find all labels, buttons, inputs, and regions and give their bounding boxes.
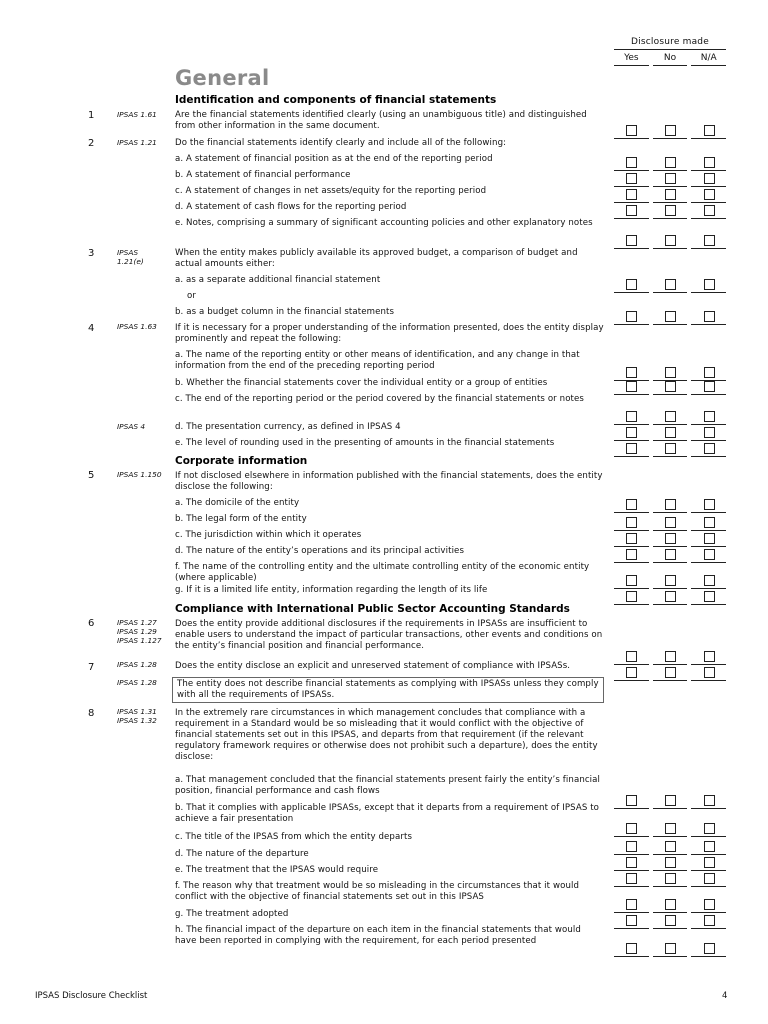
checkbox-yes[interactable] (626, 549, 637, 560)
checkbox-row (614, 380, 726, 394)
footer-title: IPSAS Disclosure Checklist (35, 991, 148, 1001)
checkbox-row (614, 574, 726, 588)
ipsas-reference: IPSAS 1.63 (117, 322, 157, 331)
checkbox-cell-no (653, 124, 688, 139)
checkbox-cell-no (653, 410, 688, 425)
checkbox-cell-yes (614, 914, 649, 929)
question-text: b. A statement of financial performance (175, 170, 351, 180)
checkbox-yes[interactable] (626, 311, 637, 322)
checkbox-no[interactable] (665, 549, 676, 560)
checkbox-no[interactable] (665, 651, 676, 662)
checkbox-cell-yes (614, 124, 649, 139)
note-box: The entity does not describe financial statements as complying with IPSASs unless they comply with all the requirements of IPSASs. (172, 677, 604, 703)
checkbox-cell-yes (614, 188, 649, 203)
question-text: a. as a separate additional financial statement (175, 275, 381, 285)
checkbox-cell-no (653, 898, 688, 913)
checkbox-row (614, 442, 726, 456)
checkbox-na[interactable] (704, 899, 715, 910)
item-number: 8 (88, 708, 95, 719)
item-number: 4 (88, 323, 95, 334)
checkbox-cell-yes (614, 380, 649, 395)
question-text: e. Notes, comprising a summary of significant accounting policies and other explanatory notes (175, 218, 593, 228)
checkbox-na[interactable] (704, 427, 715, 438)
checkbox-cell-no (653, 204, 688, 219)
question-text: Are the financial statements identified clearly (using an unambiguous title) and distinguished from other information in the same document. (175, 110, 587, 131)
checkbox-cell-yes (614, 942, 649, 957)
checkbox-row (614, 516, 726, 530)
checkbox-no[interactable] (665, 279, 676, 290)
ipsas-reference: IPSAS 1.29 (117, 627, 157, 636)
checkbox-na[interactable] (704, 857, 715, 868)
checkbox-yes[interactable] (626, 795, 637, 806)
checkbox-na[interactable] (704, 823, 715, 834)
checkbox-yes[interactable] (626, 125, 637, 136)
checkbox-no[interactable] (665, 667, 676, 678)
checkbox-cell-yes (614, 574, 649, 589)
checkbox-na[interactable] (704, 205, 715, 216)
checkbox-row (614, 124, 726, 138)
checkbox-cell-no (653, 442, 688, 457)
ipsas-reference: IPSAS 1.32 (117, 716, 157, 725)
ipsas-reference: IPSAS 1.28 (117, 678, 157, 687)
checkbox-no[interactable] (665, 411, 676, 422)
ipsas-reference: IPSAS 1.150 (117, 470, 162, 479)
checkbox-cell-no (653, 172, 688, 187)
question-text: c. The jurisdiction within which it operates (175, 530, 362, 540)
subheading-compliance: Compliance with International Public Sector Accounting Standards (175, 603, 570, 615)
checkbox-cell-na (691, 410, 726, 425)
checkbox-cell-yes (614, 822, 649, 837)
checkbox-cell-yes (614, 366, 649, 381)
checkbox-cell-yes (614, 590, 649, 605)
divider (614, 49, 726, 50)
checkbox-cell-no (653, 234, 688, 249)
ipsas-reference: IPSAS 1.21 (117, 138, 157, 147)
checkbox-cell-na (691, 942, 726, 957)
checkbox-cell-yes (614, 426, 649, 441)
checkbox-na[interactable] (704, 173, 715, 184)
checkbox-yes[interactable] (626, 915, 637, 926)
checkbox-cell-no (653, 822, 688, 837)
checkbox-cell-yes (614, 856, 649, 871)
checkbox-na[interactable] (704, 381, 715, 392)
page-number: 4 (722, 991, 728, 1001)
checkbox-row (614, 532, 726, 546)
checkbox-cell-na (691, 574, 726, 589)
checkbox-row (614, 172, 726, 186)
checkbox-no[interactable] (665, 795, 676, 806)
checkbox-cell-na (691, 498, 726, 513)
checkbox-cell-na (691, 914, 726, 929)
checkbox-yes[interactable] (626, 591, 637, 602)
checkbox-row (614, 856, 726, 870)
checkbox-cell-yes (614, 234, 649, 249)
checkbox-cell-yes (614, 310, 649, 325)
checkbox-yes[interactable] (626, 857, 637, 868)
checkbox-row (614, 914, 726, 928)
checkbox-row (614, 872, 726, 886)
checkbox-na[interactable] (704, 367, 715, 378)
checkbox-cell-na (691, 822, 726, 837)
ipsas-reference: IPSAS 1.61 (117, 110, 157, 119)
checkbox-cell-na (691, 366, 726, 381)
item-number: 3 (88, 248, 95, 259)
checkbox-cell-yes (614, 204, 649, 219)
checkbox-no[interactable] (665, 311, 676, 322)
item-number: 6 (88, 618, 95, 629)
checkbox-row (614, 942, 726, 956)
question-text: If it is necessary for a proper understanding of the information presented, does the entity display prominently and repeat the following: (175, 323, 604, 344)
question-text: e. The level of rounding used in the presenting of amounts in the financial statements (175, 438, 555, 448)
question-text: g. If it is a limited life entity, information regarding the length of its life (175, 585, 488, 595)
checkbox-cell-na (691, 124, 726, 139)
checkbox-na[interactable] (704, 667, 715, 678)
section-title: General (175, 66, 270, 90)
question-text: d. The presentation currency, as defined in IPSAS 4 (175, 422, 401, 432)
checkbox-yes[interactable] (626, 279, 637, 290)
checkbox-no[interactable] (665, 235, 676, 246)
checkbox-cell-yes (614, 156, 649, 171)
checkbox-na[interactable] (704, 279, 715, 290)
ipsas-reference: IPSAS 1.31 (117, 707, 157, 716)
checkbox-no[interactable] (665, 173, 676, 184)
checkbox-row (614, 310, 726, 324)
checkbox-cell-na (691, 872, 726, 887)
checkbox-cell-no (653, 590, 688, 605)
question-text: a. The domicile of the entity (175, 498, 300, 508)
checkbox-yes[interactable] (626, 841, 637, 852)
checkbox-cell-na (691, 442, 726, 457)
checkbox-cell-no (653, 380, 688, 395)
checkbox-cell-na (691, 650, 726, 665)
checkbox-cell-na (691, 278, 726, 293)
checkbox-cell-na (691, 188, 726, 203)
checkbox-yes[interactable] (626, 189, 637, 200)
checkbox-na[interactable] (704, 943, 715, 954)
checkbox-cell-yes (614, 498, 649, 513)
checkbox-yes[interactable] (626, 173, 637, 184)
subheading-identification: Identification and components of financial statements (175, 94, 497, 106)
checkbox-cell-yes (614, 650, 649, 665)
checkbox-no[interactable] (665, 591, 676, 602)
checkbox-yes[interactable] (626, 411, 637, 422)
checkbox-na[interactable] (704, 499, 715, 510)
checkbox-na[interactable] (704, 841, 715, 852)
checkbox-row (614, 794, 726, 808)
checkbox-no[interactable] (665, 427, 676, 438)
checkbox-yes[interactable] (626, 533, 637, 544)
checkbox-na[interactable] (704, 575, 715, 586)
question-text: a. The name of the reporting entity or other means of identification, and any change in that information from the end of the preceding reporting period (175, 350, 580, 371)
checkbox-cell-no (653, 532, 688, 547)
checkbox-no[interactable] (665, 157, 676, 168)
checkbox-na[interactable] (704, 795, 715, 806)
checkbox-na[interactable] (704, 157, 715, 168)
checkbox-cell-yes (614, 666, 649, 681)
item-number: 1 (88, 110, 95, 121)
question-text: b. as a budget column in the financial statements (175, 307, 395, 317)
checkbox-row (614, 840, 726, 854)
checkbox-cell-na (691, 532, 726, 547)
checkbox-cell-na (691, 548, 726, 563)
checkbox-cell-no (653, 666, 688, 681)
checkbox-cell-na (691, 856, 726, 871)
checkbox-row (614, 498, 726, 512)
checkbox-no[interactable] (665, 443, 676, 454)
question-text: e. The treatment that the IPSAS would require (175, 865, 379, 875)
checkbox-cell-yes (614, 278, 649, 293)
divider (614, 65, 726, 66)
question-text: Do the financial statements identify clearly and include all of the following: (175, 138, 507, 148)
checkbox-yes[interactable] (626, 517, 637, 528)
checkbox-na[interactable] (704, 125, 715, 136)
question-text: c. The title of the IPSAS from which the entity departs (175, 832, 413, 842)
checkbox-cell-yes (614, 442, 649, 457)
checkbox-cell-yes (614, 840, 649, 855)
checkbox-row (614, 366, 726, 380)
checkbox-row (614, 650, 726, 664)
checkbox-cell-yes (614, 172, 649, 187)
question-text: a. A statement of financial position as at the end of the reporting period (175, 154, 493, 164)
checkbox-row (614, 822, 726, 836)
col-no: No (663, 53, 677, 63)
question-text: d. The nature of the entity’s operations and its principal activities (175, 546, 465, 556)
checkbox-no[interactable] (665, 381, 676, 392)
question-text: b. The legal form of the entity (175, 514, 307, 524)
checkbox-cell-no (653, 188, 688, 203)
checkbox-row (614, 548, 726, 562)
checkbox-cell-no (653, 794, 688, 809)
checkbox-cell-na (691, 516, 726, 531)
checkbox-no[interactable] (665, 367, 676, 378)
col-yes: Yes (624, 53, 639, 63)
checkbox-cell-no (653, 516, 688, 531)
checkbox-cell-no (653, 310, 688, 325)
checkbox-yes[interactable] (626, 899, 637, 910)
checkbox-yes[interactable] (626, 667, 637, 678)
question-text: g. The treatment adopted (175, 909, 289, 919)
checkbox-cell-na (691, 898, 726, 913)
checkbox-cell-no (653, 914, 688, 929)
checkbox-cell-yes (614, 548, 649, 563)
col-na: N/A (700, 53, 717, 63)
checkbox-row (614, 666, 726, 680)
ipsas-reference: IPSAS 1.28 (117, 660, 157, 669)
checkbox-na[interactable] (704, 549, 715, 560)
ipsas-reference: IPSAS 1.21(e) (117, 248, 144, 266)
question-text: b. That it complies with applicable IPSASs, except that it departs from a requirement of IPSAS to achieve a fair presentation (175, 803, 600, 824)
question-text: f. The name of the controlling entity and the ultimate controlling entity of the economic entity (where applicable) (175, 562, 590, 583)
checkbox-no[interactable] (665, 943, 676, 954)
checkbox-yes[interactable] (626, 381, 637, 392)
checkbox-cell-yes (614, 516, 649, 531)
checkbox-cell-na (691, 666, 726, 681)
disclosure-title: Disclosure made (631, 37, 709, 47)
checkbox-no[interactable] (665, 873, 676, 884)
checkbox-yes[interactable] (626, 651, 637, 662)
checkbox-cell-na (691, 310, 726, 325)
checkbox-cell-no (653, 426, 688, 441)
checkbox-na[interactable] (704, 411, 715, 422)
checkbox-row (614, 234, 726, 248)
checkbox-row (614, 156, 726, 170)
ipsas-reference: IPSAS 4 (117, 422, 146, 431)
checkbox-no[interactable] (665, 205, 676, 216)
checkbox-na[interactable] (704, 189, 715, 200)
checkbox-cell-na (691, 794, 726, 809)
checkbox-no[interactable] (665, 533, 676, 544)
checkbox-cell-na (691, 426, 726, 441)
checkbox-na[interactable] (704, 235, 715, 246)
checkbox-yes[interactable] (626, 873, 637, 884)
checkbox-no[interactable] (665, 189, 676, 200)
checkbox-cell-no (653, 856, 688, 871)
question-text: In the extremely rare circumstances in which management concludes that compliance with a requirement in a Standard would be so misleading that it would conflict with the objective of financial statements set out in this IPSAS, and departs from that requirement (if the relevant regulatory framework requires or otherwise does not prohibit such a departure), does the entity disclose: (175, 708, 598, 762)
checkbox-no[interactable] (665, 857, 676, 868)
checkbox-na[interactable] (704, 517, 715, 528)
checkbox-cell-na (691, 380, 726, 395)
checkbox-row (614, 898, 726, 912)
question-text: d. The nature of the departure (175, 849, 309, 859)
checkbox-no[interactable] (665, 915, 676, 926)
checkbox-cell-na (691, 234, 726, 249)
ipsas-reference: IPSAS 1.27 (117, 618, 157, 627)
checkbox-yes[interactable] (626, 499, 637, 510)
subheading-corporate: Corporate information (175, 455, 308, 467)
checkbox-row (614, 278, 726, 292)
checkbox-cell-no (653, 942, 688, 957)
question-text: a. That management concluded that the financial statements present fairly the entity’s financial position, financial performance and cash flows (175, 775, 601, 796)
checkbox-no[interactable] (665, 899, 676, 910)
checkbox-yes[interactable] (626, 157, 637, 168)
checkbox-yes[interactable] (626, 235, 637, 246)
checkbox-yes[interactable] (626, 575, 637, 586)
checkbox-cell-na (691, 840, 726, 855)
ipsas-reference: IPSAS 1.127 (117, 636, 162, 645)
checkbox-cell-na (691, 204, 726, 219)
question-text: d. A statement of cash flows for the reporting period (175, 202, 407, 212)
checkbox-cell-na (691, 172, 726, 187)
item-number: 5 (88, 470, 95, 481)
checkbox-yes[interactable] (626, 443, 637, 454)
checkbox-cell-yes (614, 872, 649, 887)
checkbox-yes[interactable] (626, 205, 637, 216)
checkbox-yes[interactable] (626, 367, 637, 378)
checkbox-cell-no (653, 650, 688, 665)
checkbox-na[interactable] (704, 915, 715, 926)
item-number: 7 (88, 662, 95, 673)
item-number: 2 (88, 138, 95, 149)
question-text: Does the entity disclose an explicit and unreserved statement of compliance with IPSASs. (175, 661, 571, 671)
question-text: c. A statement of changes in net assets/equity for the reporting period (175, 186, 487, 196)
checkbox-na[interactable] (704, 591, 715, 602)
question-text: or (187, 291, 196, 301)
checkbox-no[interactable] (665, 841, 676, 852)
checkbox-no[interactable] (665, 575, 676, 586)
checkbox-na[interactable] (704, 873, 715, 884)
checkbox-yes[interactable] (626, 943, 637, 954)
checkbox-row (614, 204, 726, 218)
checkbox-cell-no (653, 498, 688, 513)
question-text: b. Whether the financial statements cover the individual entity or a group of entities (175, 378, 548, 388)
question-text: h. The financial impact of the departure on each item in the financial statements that would have been reported in complying with the requirement, for each period presented (175, 925, 581, 946)
disclosure-columns (614, 53, 726, 63)
checkbox-cell-no (653, 548, 688, 563)
checkbox-row (614, 410, 726, 424)
checkbox-row (614, 426, 726, 440)
question-text: If not disclosed elsewhere in information published with the financial statements, does the entity disclose the following: (175, 471, 603, 492)
checkbox-cell-yes (614, 532, 649, 547)
checkbox-cell-no (653, 872, 688, 887)
checkbox-cell-no (653, 156, 688, 171)
checkbox-no[interactable] (665, 125, 676, 136)
checkbox-cell-na (691, 590, 726, 605)
checkbox-row (614, 590, 726, 604)
question-text: c. The end of the reporting period or the period covered by the financial statements or notes (175, 394, 584, 404)
checkbox-cell-no (653, 574, 688, 589)
disclosure-header (614, 37, 726, 66)
checkbox-cell-yes (614, 410, 649, 425)
checkbox-cell-yes (614, 898, 649, 913)
question-text: Does the entity provide additional disclosures if the requirements in IPSASs are insufficient to enable users to understand the impact of particular transactions, other events and conditions on the entity’s financial position and financial performance. (175, 619, 603, 651)
checkbox-na[interactable] (704, 443, 715, 454)
checkbox-yes[interactable] (626, 823, 637, 834)
question-text: When the entity makes publicly available its approved budget, a comparison of budget and actual amounts either: (175, 248, 578, 269)
checkbox-na[interactable] (704, 533, 715, 544)
checkbox-na[interactable] (704, 311, 715, 322)
checkbox-cell-no (653, 840, 688, 855)
checkbox-na[interactable] (704, 651, 715, 662)
checkbox-cell-yes (614, 794, 649, 809)
checkbox-cell-no (653, 366, 688, 381)
checkbox-no[interactable] (665, 517, 676, 528)
checkbox-no[interactable] (665, 823, 676, 834)
checkbox-no[interactable] (665, 499, 676, 510)
checkbox-yes[interactable] (626, 427, 637, 438)
checkbox-row (614, 188, 726, 202)
question-text: f. The reason why that treatment would be so misleading in the circumstances that it would conflict with the objective of financial statements set out in this IPSAS (175, 881, 580, 902)
checkbox-cell-na (691, 156, 726, 171)
checkbox-cell-no (653, 278, 688, 293)
